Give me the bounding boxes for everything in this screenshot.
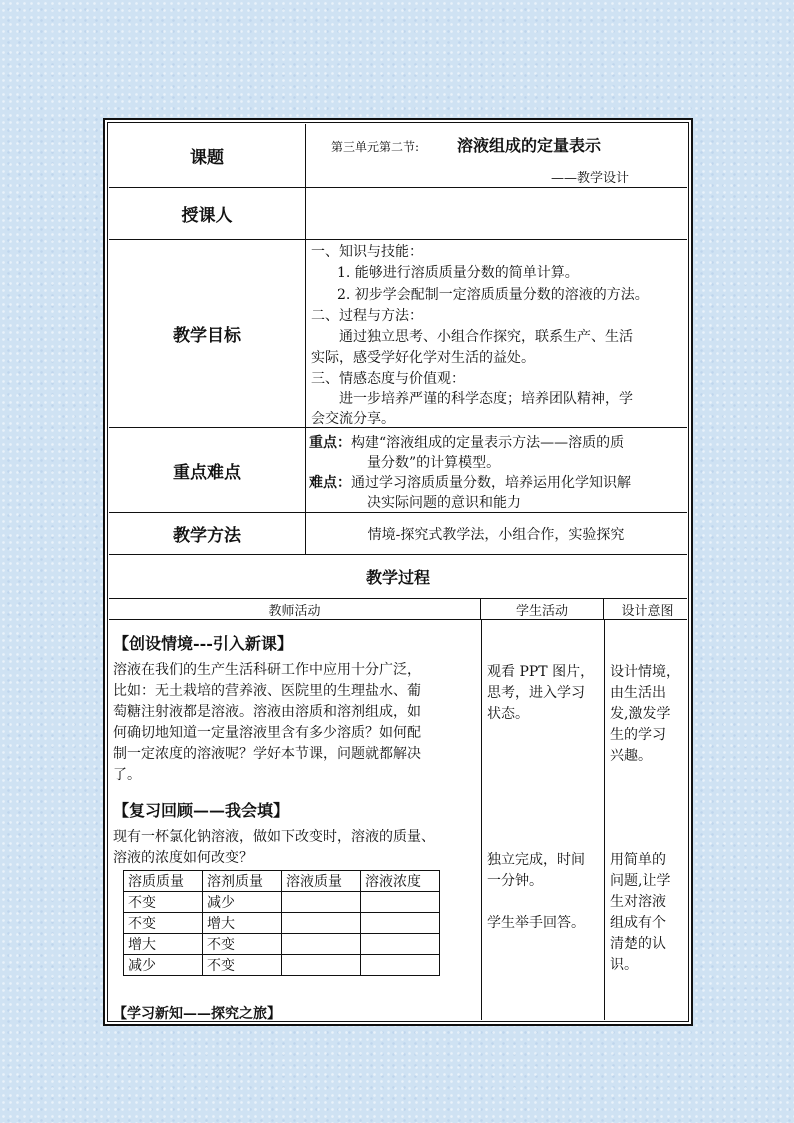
teacher-row <box>109 188 687 240</box>
process-title: 教学过程 <box>365 568 430 587</box>
keypoints-label: 重点难点 <box>109 428 306 512</box>
difficulty-text: 通过学习溶质质量分数，培养运用化学知识解 <box>351 475 631 491</box>
objective-line: 实际，感受学好化学对生活的益处。 <box>311 350 535 366</box>
method-label: 教学方法 <box>109 513 306 554</box>
process-header-row <box>109 599 687 620</box>
teacher-label: 授课人 <box>109 188 306 239</box>
objective-line: 二、过程与方法： <box>311 308 423 324</box>
student-activity: 观看 PPT 图片， 思考，进入学习 状态。 <box>487 664 595 722</box>
design-intent: 设计情境， 由生活出 发,激发学 生的学习 兴趣。 <box>610 664 680 764</box>
key-point-text: 量分数”的计算模型。 <box>367 455 501 471</box>
objective-line: 进一步培养严谨的科学态度；培养团队精神，学 <box>339 391 633 407</box>
objectives-row <box>109 240 687 428</box>
topic-subtitle: ——教学设计 <box>551 171 630 186</box>
objectives-label: 教学目标 <box>109 240 306 427</box>
method-value <box>305 513 687 554</box>
table-row: 不变 减少 <box>124 892 440 913</box>
topic-row <box>109 124 687 188</box>
method-row <box>109 513 687 555</box>
design-intent-header: 设计意图 <box>621 603 674 619</box>
keypoints-value <box>305 428 687 512</box>
objective-line: 2. 初步学会配制一定溶质质量分数的溶液的方法。 <box>337 287 649 303</box>
table-row: 减少 不变 <box>124 955 440 976</box>
key-point-label: 重点： <box>309 435 351 451</box>
objective-line: 通过独立思考、小组合作探究，联系生产、生活 <box>339 329 633 345</box>
review-table <box>123 870 440 976</box>
objective-line: 三、情感态度与价值观： <box>311 371 465 387</box>
difficulty-label: 难点： <box>309 475 351 491</box>
method-text: 情境-探究式教学法，小组合作，实验探究 <box>367 526 625 543</box>
lesson-plan-document <box>103 118 693 1026</box>
section-title: 【学习新知——探究之旅】 <box>113 1006 281 1022</box>
topic-prefix: 第三单元第二节: <box>331 140 420 154</box>
student-activity: 独立完成，时间 一分钟。 学生举手回答。 <box>487 852 585 931</box>
teacher-value <box>305 188 687 239</box>
table-row: 不变 增大 <box>124 913 440 934</box>
design-intent: 用简单的 问题,让学 生对溶液 组成有个 清楚的认 识。 <box>610 852 671 973</box>
process-title-row <box>109 555 687 599</box>
section-paragraph: 溶液在我们的生产生活科研工作中应用十分广泛， 比如：无土栽培的营养液、医院里的生理盐水、葡 萄糖注射液都是溶液。溶液由溶质和溶剂组成，如 何确切地知道一定量溶液里含有多少溶质？如何配 制一定浓度的溶液呢？学好本节课，问题就都解决 了。 <box>113 662 421 783</box>
table-row: 增大 不变 <box>124 934 440 955</box>
objectives-value <box>305 240 687 427</box>
topic-label: 课题 <box>109 124 306 187</box>
keypoints-row <box>109 428 687 513</box>
table-header-row: 溶质质量 溶剂质量 溶液质量 溶液浓度 <box>124 871 440 892</box>
objective-line: 1. 能够进行溶质质量分数的简单计算。 <box>337 265 579 281</box>
student-activity-header: 学生活动 <box>481 599 604 619</box>
key-point-text: 构建“溶液组成的定量表示方法——溶质的质 <box>351 435 625 451</box>
topic-title: 溶液组成的定量表示 <box>457 136 602 155</box>
topic-value <box>305 124 687 187</box>
difficulty-text: 决实际问题的意识和能力 <box>367 495 521 511</box>
objective-line: 会交流分享。 <box>311 411 395 427</box>
objective-line: 一、知识与技能： <box>311 244 423 260</box>
teacher-activity-header: 教师活动 <box>109 599 481 619</box>
section-title: 【创设情境---引入新课】 <box>113 634 293 653</box>
process-body <box>109 620 687 1020</box>
section-title: 【复习回顾——我会填】 <box>113 801 290 820</box>
section-paragraph: 现有一杯氯化钠溶液，做如下改变时，溶液的质量、 溶液的浓度如何改变？ <box>113 829 435 866</box>
